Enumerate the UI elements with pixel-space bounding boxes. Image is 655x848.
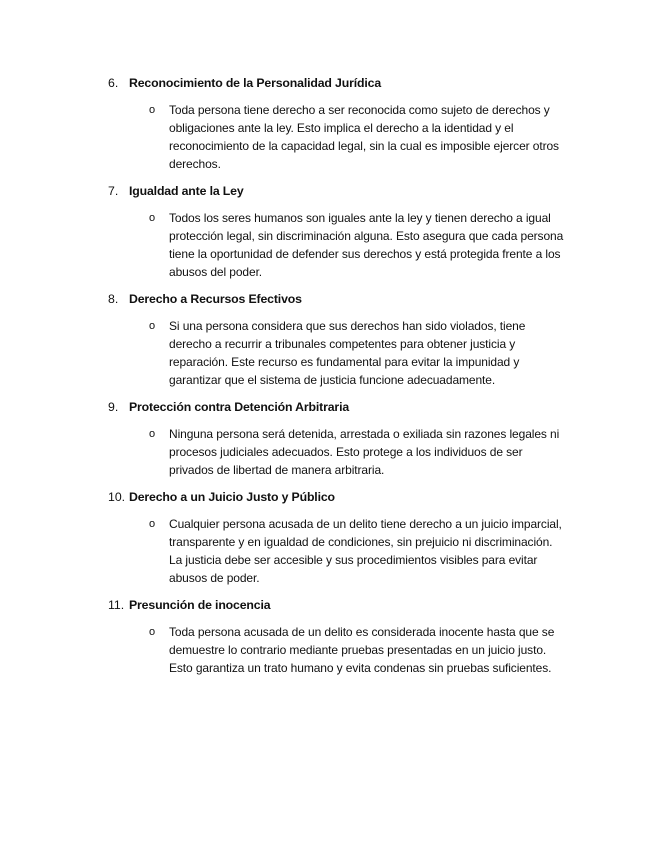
sub-bullet (148, 101, 578, 173)
item-text: Toda persona tiene derecho a ser reconocida como sujeto de derechos y obligaciones ante la ley. Esto implica el derecho a la identidad y el reconocimiento de la capacidad legal, sin la cual es imposible ejercer otros derechos. (169, 103, 559, 171)
bullet-circle-icon: o (149, 212, 156, 224)
item-number: 7. (108, 184, 119, 198)
item-title: Presunción de inocencia (129, 598, 271, 612)
sub-bullet (148, 317, 578, 389)
item-title: Reconocimiento de la Personalidad Jurídica (129, 76, 382, 90)
list-item (108, 74, 578, 173)
sub-bullet (148, 425, 578, 479)
sub-bullet (148, 515, 578, 587)
bullet-circle-icon: o (149, 518, 156, 530)
sub-bullet (148, 209, 578, 281)
list-item (108, 596, 578, 677)
item-title: Igualdad ante la Ley (129, 184, 244, 198)
item-title: Derecho a un Juicio Justo y Público (129, 490, 335, 504)
item-title: Derecho a Recursos Efectivos (129, 292, 302, 306)
bullet-circle-icon: o (149, 626, 156, 638)
item-heading (108, 488, 578, 506)
list-item (108, 398, 578, 479)
item-text: Toda persona acusada de un delito es considerada inocente hasta que se demuestre lo contrario mediante pruebas presentadas en un juicio justo. Esto garantiza un trato humano y evita condenas sin pruebas suficientes. (169, 625, 555, 675)
item-number: 6. (108, 76, 119, 90)
item-text: Si una persona considera que sus derechos han sido violados, tiene derecho a recurrir a tribunales competentes para obtener justicia y reparación. Este recurso es fundamental para evitar la impunidad y garantizar que el sistema de justicia funcione adecuadamente. (169, 319, 526, 387)
item-heading (108, 182, 578, 200)
bullet-circle-icon: o (149, 104, 156, 116)
item-heading (108, 290, 578, 308)
item-number: 11. (108, 598, 125, 612)
item-heading (108, 74, 578, 92)
item-number: 10. (108, 490, 126, 504)
list-item (108, 182, 578, 281)
bullet-circle-icon: o (149, 320, 156, 332)
list-item (108, 290, 578, 389)
item-heading (108, 596, 578, 614)
list-item (108, 488, 578, 587)
item-text: Todos los seres humanos son iguales ante la ley y tienen derecho a igual protección legal, sin discriminación alguna. Esto asegura que cada persona tiene la oportunidad de defender sus derechos y está protegida frente a los abusos del poder. (169, 211, 564, 279)
item-number: 9. (108, 400, 119, 414)
item-text: Ninguna persona será detenida, arrestada o exiliada sin razones legales ni procesos judiciales adecuados. Esto protege a los individuos de ser privados de libertad de manera arbitraria. (169, 427, 560, 477)
bullet-circle-icon: o (149, 428, 156, 440)
rights-list (108, 74, 578, 686)
item-number: 8. (108, 292, 119, 306)
item-title: Protección contra Detención Arbitraria (129, 400, 350, 414)
sub-bullet (148, 623, 578, 677)
item-text: Cualquier persona acusada de un delito tiene derecho a un juicio imparcial, transparente y en igualdad de condiciones, sin prejuicio ni discriminación. La justicia debe ser accesible y sus procedimientos visibles para evitar abusos de poder. (169, 517, 562, 585)
item-heading (108, 398, 578, 416)
